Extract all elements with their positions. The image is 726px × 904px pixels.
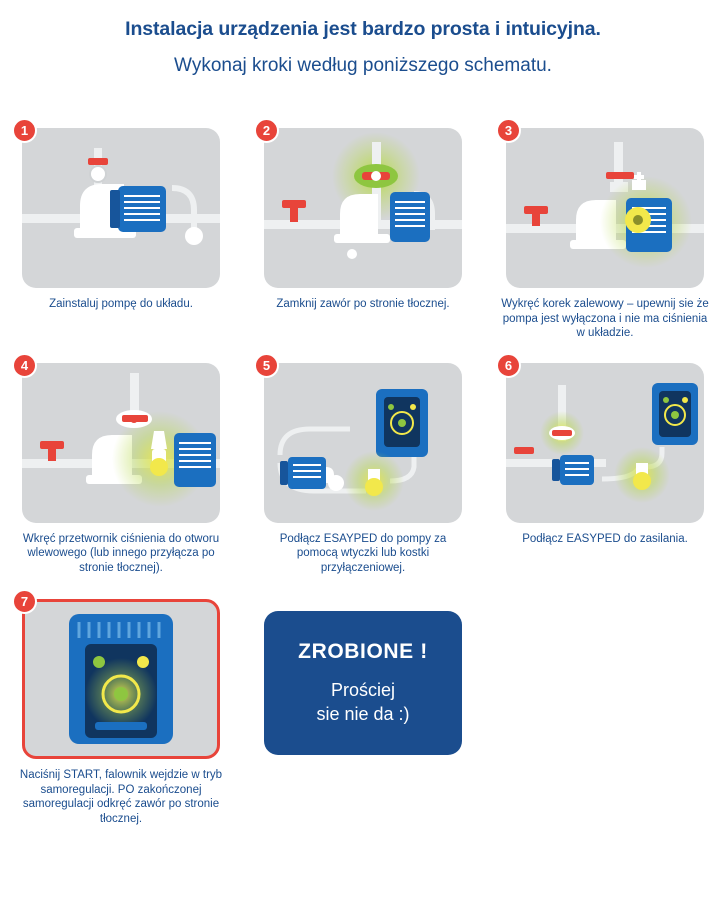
step-number-badge: 5 [254, 353, 279, 378]
step-4-illustration [22, 363, 220, 523]
empty-cell [484, 599, 726, 826]
done-line-1: Prościej [330, 680, 396, 700]
done-line-2: sie nie da :) [316, 704, 410, 724]
step-card-6 [484, 357, 726, 576]
steps-row-3 [0, 594, 726, 826]
step-number-badge: 6 [496, 353, 521, 378]
step-number-badge: 7 [12, 589, 37, 614]
step-caption: Wkręć przetwornik ciśnienia do otworu wlewowego (lub innego przyłącza po stronie tłocznej). [22, 532, 220, 574]
step-caption: Podłącz ESAYPED do pompy za pomocą wtyczki lub kostki przyłączeniowej. [279, 532, 447, 574]
page-subtitle: Wykonaj kroki według poniższego schematu. [174, 55, 552, 76]
step-1-illustration [22, 128, 220, 288]
done-title: ZROBIONE ! [298, 640, 428, 663]
done-subtitle [316, 678, 409, 726]
step-caption: Podłącz EASYPED do zasilania. [522, 532, 688, 545]
step-6-illustration [506, 363, 704, 523]
step-caption: Wykręć korek zalewowy – upewnij sie że pompa jest wyłączona i nie ma ciśnienia w układzie. [501, 298, 709, 339]
step-card-1 [0, 123, 242, 341]
done-card [242, 599, 484, 826]
page-header [0, 0, 726, 77]
step-7-illustration [22, 599, 220, 759]
step-caption: Naciśnij START, falownik wejdzie w tryb samoregulacji. PO zakończonej samoregulacji odkręć zawór po stronie tłocznej. [19, 769, 223, 825]
step-number-badge: 1 [12, 118, 37, 143]
page-title: Instalacja urządzenia jest bardzo prosta i intuicyjna. [125, 18, 601, 40]
step-card-3 [484, 123, 726, 341]
step-number-badge: 3 [496, 118, 521, 143]
step-number-badge: 4 [12, 353, 37, 378]
done-box [264, 611, 462, 755]
step-3-illustration [506, 128, 704, 288]
step-card-4 [0, 357, 242, 576]
step-caption: Zainstaluj pompę do układu. [49, 298, 193, 310]
step-5-illustration [264, 363, 462, 523]
steps-row-1 [0, 123, 726, 341]
step-card-5 [242, 357, 484, 576]
steps-row-2 [0, 357, 726, 576]
step-card-7 [0, 594, 242, 826]
step-number-badge: 2 [254, 118, 279, 143]
steps-grid [0, 123, 726, 826]
step-caption: Zamknij zawór po stronie tłocznej. [276, 298, 450, 310]
step-card-2 [242, 123, 484, 341]
step-2-illustration [264, 128, 462, 288]
